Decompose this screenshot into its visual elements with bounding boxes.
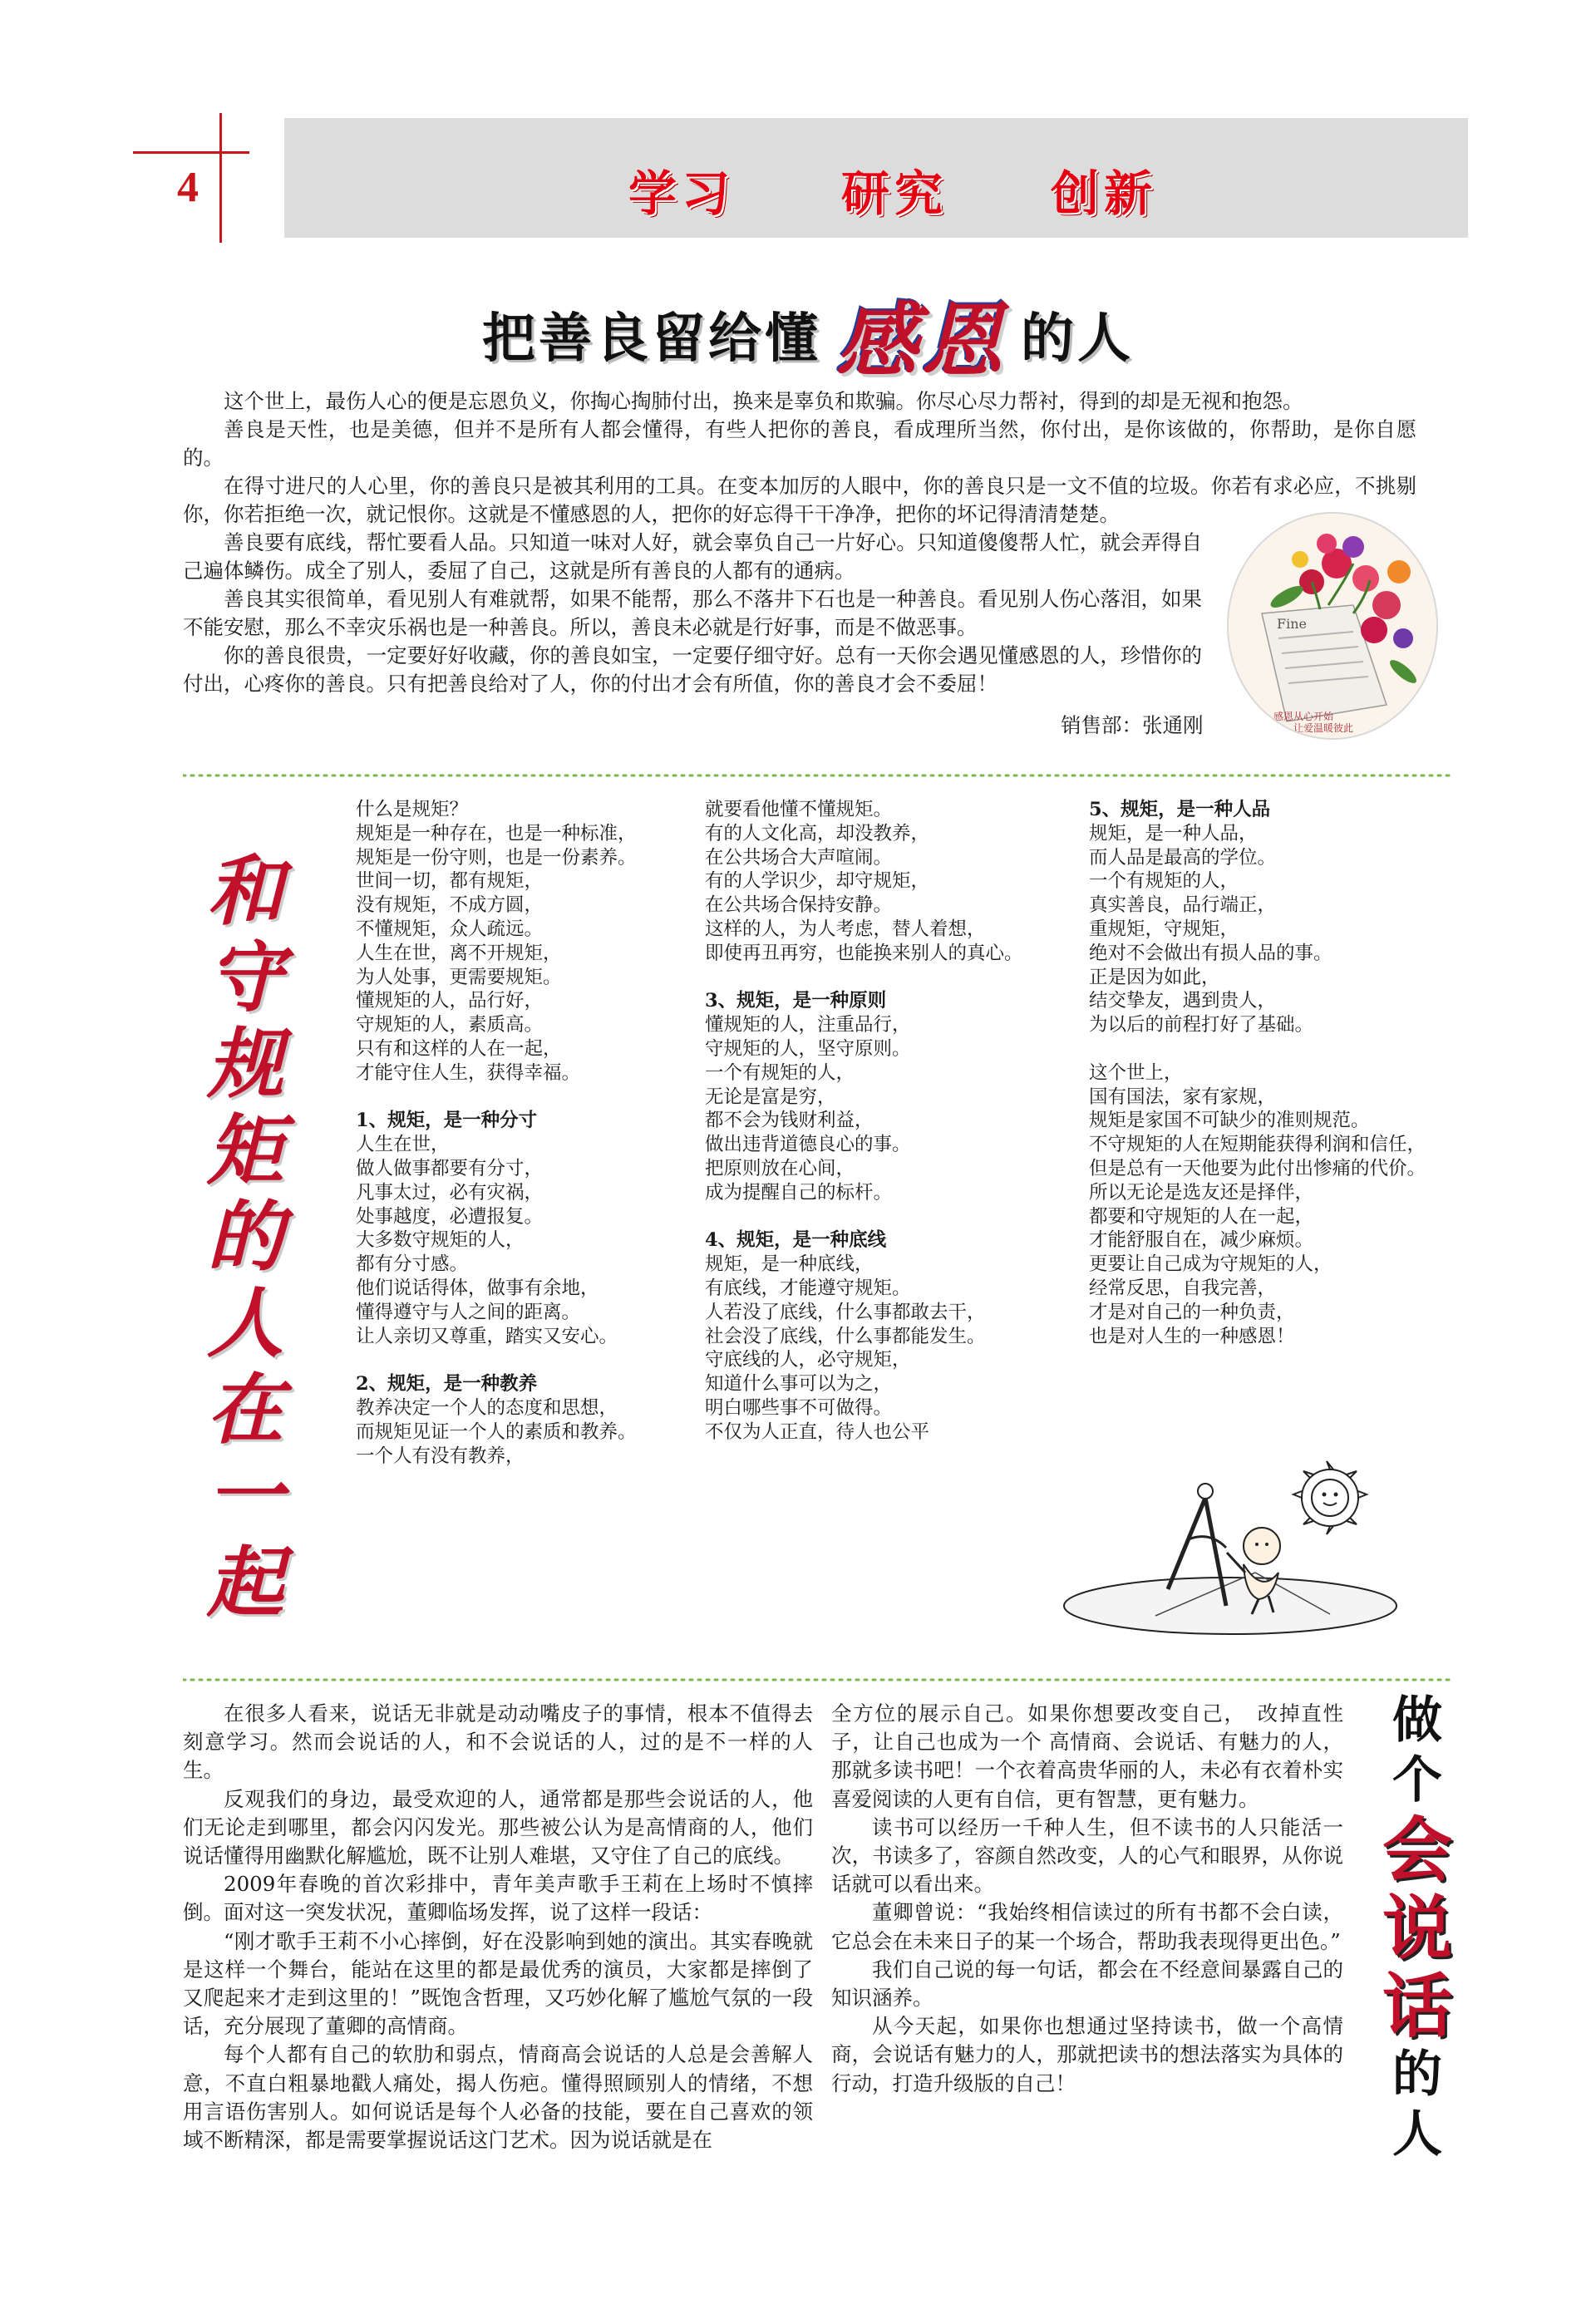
article1-paragraph: 你的善良很贵，一定要好好收藏，你的善良如宝，一定要仔细守好。总有一天你会遇见懂感恩的人，珍惜你的付出，心疼你的善良。只有把善良给对了人，你的付出才会有所值，你的善良才会不委屈！ (183, 643, 1202, 696)
text-line: 在公共场合大声喧闹。 (705, 846, 893, 869)
article1-title (482, 293, 1135, 389)
line-gap (1089, 1037, 1438, 1061)
text-line: 即使再丑再穷，也能换来别人的真心。 (705, 942, 1023, 964)
text-line: 知道什么事可以为之， (705, 1373, 893, 1396)
title-char: 和 (206, 846, 283, 936)
title-char: 守 (206, 933, 283, 1022)
line-gap (356, 1348, 680, 1372)
title-char: 做 (1392, 1691, 1442, 1750)
text-line: 凡事太过，必有灾祸， (356, 1181, 544, 1204)
text-line: 重规矩，守规矩， (1089, 918, 1239, 940)
article3-paragraph: 反观我们的身边，最受欢迎的人，通常都是那些会说话的人，他们无论走到哪里，都会闪闪发光。那些被公认为是高情商的人，他们说话懂得用幽默化解尴尬，既不让别人难堪，又守住了自己的底线。 (183, 1786, 813, 1868)
title-char: 矩 (206, 1105, 283, 1195)
text-line: 懂规矩的人，品行好， (356, 990, 544, 1012)
article1-title-before: 把善良留给懂 (482, 308, 821, 370)
text-line: 而规矩见证一个人的素质和教养。 (356, 1420, 637, 1443)
header-rule-vertical (219, 113, 222, 243)
svg-text:Fine: Fine (1277, 616, 1307, 632)
flower-bouquet-illustration (1229, 514, 1436, 738)
article3-column-1 (183, 1700, 813, 2154)
text-line: 才能守住人生，获得幸福。 (356, 1061, 581, 1084)
article3-paragraph: 从今天起，如果你也想通过坚持读书，做一个高情商，会说话有魅力的人，那就把读书的想法落实为具体的行动，打造升级版的自己！ (831, 2014, 1343, 2095)
line-gap (705, 1205, 1054, 1229)
flower-caption-line1: 感恩从心开始 (1273, 711, 1334, 722)
section-divider (183, 771, 1455, 780)
title-char: 一 (206, 1451, 283, 1541)
article1-paragraph: 这个世上，最伤人心的便是忘恩负义，你掏心掏肺付出，换来是辜负和欺骗。你尽心尽力帮衬，得到的却是无视和抱怨。 (224, 389, 1303, 413)
text-line: 这个世上， (1089, 1061, 1183, 1084)
text-line: 规矩，是一种人品， (1089, 822, 1258, 844)
text-line: 他们说话得体，做事有余地， (356, 1277, 599, 1299)
article1-paragraph: 善良要有底线，帮忙要看人品。只知道一味对人好，就会辜负自己一片好心。只知道傻傻帮人忙，就会弄得自己遍体鳞伤。成全了别人，委屈了自己，这就是所有善良的人都有的通病。 (183, 530, 1202, 583)
text-line: 世间一切，都有规矩， (356, 870, 544, 893)
title-char: 规 (206, 1019, 283, 1109)
text-line: 无论是富是穷， (705, 1086, 836, 1108)
text-line: 什么是规矩？ (356, 799, 469, 820)
child-compass-illustration (1056, 1448, 1400, 1641)
text-line: 都不会为钱财利益， (705, 1110, 874, 1132)
article2-column-1 (356, 798, 680, 1468)
text-line: 不守规矩的人在短期能获得利润和信任， (1089, 1134, 1426, 1156)
article1-signature: 销售部：张通刚 (1061, 713, 1204, 737)
article1-body-full (183, 387, 1416, 529)
article3-paragraph: 每个人都有自己的软肋和弱点，情商高会说话的人总是会善解人意，不直白粗暴地戳人痛处，揭人伤疤。懂得照顾别人的情绪，不想用言语伤害别人。如何说话是每个人必备的技能，要在自己喜欢的领域不断精深，都是需要掌握说话这门艺术。因为说话就是在 (183, 2042, 813, 2153)
article3-paragraph: 读书可以经历一千种人生，但不读书的人只能活一次，书读多了，容颜自然改变，人的心气和眼界，从你说话就可以看出来。 (831, 1814, 1343, 1897)
text-line: 国有国法，家有家规， (1089, 1086, 1277, 1108)
article1-paragraph: 善良其实很简单，看见别人有难就帮，如果不能帮，那么不落井下石也是一种善良。看见别人伤心落泪，如果不能安慰，那么不幸灾乐祸也是一种善良。所以，善良未必就是行好事，而是不做恶事。 (183, 587, 1202, 639)
article1-paragraph: 在得寸进尺的人心里，你的善良只是被其利用的工具。在变本加厉的人眼中，你的善良只是一文不值的垃圾。你若有求必应，不挑剔你，你若拒绝一次，就记恨你。这就是不懂感恩的人，把你的好忘得干干净净，把你的坏记得清清楚楚。 (183, 474, 1416, 526)
text-line: 正是因为如此， (1089, 966, 1220, 988)
text-line: 都有分寸感。 (356, 1253, 469, 1276)
text-line: 懂规矩的人，注重品行， (705, 1014, 911, 1036)
text-line: 一个人有没有教养， (356, 1445, 525, 1467)
article3-paragraph: “刚才歌手王莉不小心摔倒，好在没影响到她的演出。其实春晚就是这样一个舞台，能站在这里的都是最优秀的演员，大家都是摔倒了又爬起来才走到这里的！”既饱含哲理，又巧妙化解了尴尬气氛的一段话，充分展现了董卿的高情商。 (183, 1928, 813, 2039)
article1-title-after: 的人 (1021, 308, 1135, 370)
text-line: 一个有规矩的人， (1089, 870, 1239, 893)
text-line: 守规矩的人，素质高。 (356, 1014, 544, 1036)
text-line: 真实善良，品行端正， (1089, 894, 1277, 917)
text-line: 不仅为人正直，待人也公平 (705, 1420, 930, 1443)
text-line: 更要让自己成为守规矩的人， (1089, 1253, 1332, 1276)
text-line: 人生在世， (356, 1134, 450, 1156)
text-line: 为人处事，更需要规矩。 (356, 966, 562, 988)
text-line: 规矩是家国不可缺少的准则规范。 (1089, 1110, 1370, 1132)
text-line: 让人亲切又尊重，踏实又安心。 (356, 1325, 618, 1347)
banner-word-study: 学习 (628, 165, 736, 222)
text-line: 只有和这样的人在一起， (356, 1037, 562, 1060)
line-gap (356, 1086, 680, 1110)
text-line: 规矩是一份守则，也是一份素养。 (356, 846, 637, 869)
title-char: 个 (1392, 1751, 1442, 1809)
title-char: 的 (206, 1192, 283, 1282)
title-char: 起 (206, 1538, 283, 1627)
text-line: 守底线的人，必守规矩， (705, 1349, 911, 1371)
text-line: 人生在世，离不开规矩， (356, 942, 562, 964)
article2-column-2 (705, 798, 1054, 1445)
flower-caption-line2: 让爱温暖彼此 (1293, 722, 1354, 734)
title-char: 的 (1392, 2046, 1442, 2104)
text-line: 有的人文化高，却没教养， (705, 822, 930, 844)
text-line: 所以无论是选友还是择伴， (1089, 1181, 1314, 1204)
text-line: 社会没了底线，什么事都能发生。 (705, 1325, 986, 1347)
article3-paragraph: 我们自己说的每一句话，都会在不经意间暴露自己的知识涵养。 (831, 1957, 1343, 2011)
text-line: 结交挚友，遇到贵人， (1089, 990, 1277, 1012)
text-line: 明白哪些事不可做得。 (705, 1396, 893, 1419)
article2-column-3 (1089, 798, 1438, 1348)
text-line: 有的人学识少，却守规矩， (705, 870, 930, 893)
text-line: 绝对不会做出有损人品的事。 (1089, 942, 1332, 964)
article3-column-2 (831, 1700, 1343, 2098)
article1-paragraph: 善良是天性，也是美德，但并不是所有人都会懂得，有些人把你的善良，看成理所当然，你付出，是你该做的，你帮助，是你自愿的。 (183, 417, 1416, 470)
line-gap (705, 966, 1054, 990)
text-line: 但是总有一天他要为此付出惨痛的代价。 (1089, 1157, 1426, 1179)
text-line: 人若没了底线，什么事都敢去干， (705, 1301, 986, 1323)
title-char: 在 (206, 1365, 283, 1455)
text-line: 懂得遵守与人之间的距离。 (356, 1301, 581, 1323)
child-compass-image (1056, 1448, 1400, 1641)
text-line: 而人品是最高的学位。 (1089, 846, 1277, 869)
section-divider (183, 1676, 1455, 1684)
text-line: 处事越度，必遭报复。 (356, 1205, 544, 1228)
text-line: 没有规矩，不成方圆， (356, 894, 544, 917)
article3-paragraph: 2009年春晚的首次彩排中，青年美声歌手王莉在上场时不慎摔倒。面对这一突发状况，董卿临场发挥，说了这样一段话： (183, 1872, 813, 1925)
text-line: 有底线，才能遵守规矩。 (705, 1277, 911, 1299)
text-line: 在公共场合保持安静。 (705, 894, 893, 917)
article2-vertical-title (191, 848, 299, 1626)
text-line: 这样的人，为人考虑，替人着想， (705, 918, 986, 940)
text-line: 教养决定一个人的态度和思想， (356, 1396, 618, 1419)
text-line: 规矩，是一种底线， (705, 1253, 874, 1276)
article1-body-narrow (183, 529, 1202, 698)
text-line: 经常反思，自我完善， (1089, 1277, 1277, 1299)
text-line: 做出违背道德良心的事。 (705, 1134, 911, 1156)
header-rule-horizontal (133, 151, 249, 154)
text-line: 都要和守规矩的人在一起， (1089, 1205, 1314, 1228)
text-line: 做人做事都要有分寸， (356, 1157, 544, 1179)
text-line: 才能舒服自在，减少麻烦。 (1089, 1229, 1314, 1252)
text-line: 就要看他懂不懂规矩。 (705, 799, 893, 820)
text-line: 才是对自己的一种负责， (1089, 1301, 1295, 1323)
title-char: 会 (1382, 1809, 1452, 1891)
text-line: 成为提醒自己的标杆。 (705, 1181, 893, 1204)
text-line: 也是对人生的一种感恩！ (1089, 1325, 1295, 1347)
section-heading: 4、规矩，是一种底线 (705, 1229, 887, 1252)
title-char: 话 (1382, 1966, 1452, 2047)
banner-word-innovation: 创新 (1051, 165, 1158, 222)
text-line: 一个有规矩的人， (705, 1061, 855, 1084)
banner-word-research: 研究 (841, 165, 948, 222)
section-heading: 5、规矩，是一种人品 (1089, 799, 1271, 820)
text-line: 守规矩的人，坚守原则。 (705, 1037, 911, 1060)
section-heading: 1、规矩，是一种分寸 (356, 1110, 538, 1132)
text-line: 为以后的前程打好了基础。 (1089, 1014, 1314, 1036)
text-line: 规矩是一种存在，也是一种标准， (356, 822, 637, 844)
page-number: 4 (177, 164, 199, 211)
flower-bouquet-image (1227, 512, 1438, 740)
article3-paragraph: 董卿曾说：“我始终相信读过的所有书都不会白读，它总会在未来日子的某一个场合，帮助我表现得更出色。” (831, 1900, 1343, 1953)
text-line: 不懂规矩，众人疏远。 (356, 918, 544, 940)
title-char: 人 (1392, 2105, 1442, 2164)
title-char: 说 (1382, 1888, 1452, 1969)
section-heading: 3、规矩，是一种原则 (705, 990, 887, 1012)
section-heading: 2、规矩，是一种教养 (356, 1373, 538, 1396)
article3-paragraph: 在很多人看来，说话无非就是动动嘴皮子的事情，根本不值得去刻意学习。然而会说话的人，和不会说话的人，过的是不一样的人生。 (183, 1701, 813, 1783)
text-line: 把原则放在心间， (705, 1157, 855, 1179)
article3-vertical-title (1363, 1691, 1471, 2169)
article3-paragraph: 全方位的展示自己。如果你想要改变自己， 改掉直性子，让自己也成为一个 高情商、会说话、有魅力的人，那就多读书吧！一个衣着高贵华丽的人，未必有衣着朴实喜爱阅读的人更有自信，更有智慧，更有魅力。 (831, 1701, 1343, 1811)
title-char: 人 (206, 1278, 283, 1368)
text-line: 大多数守规矩的人， (356, 1229, 525, 1252)
article1-title-highlight: 感恩 (836, 293, 1007, 389)
